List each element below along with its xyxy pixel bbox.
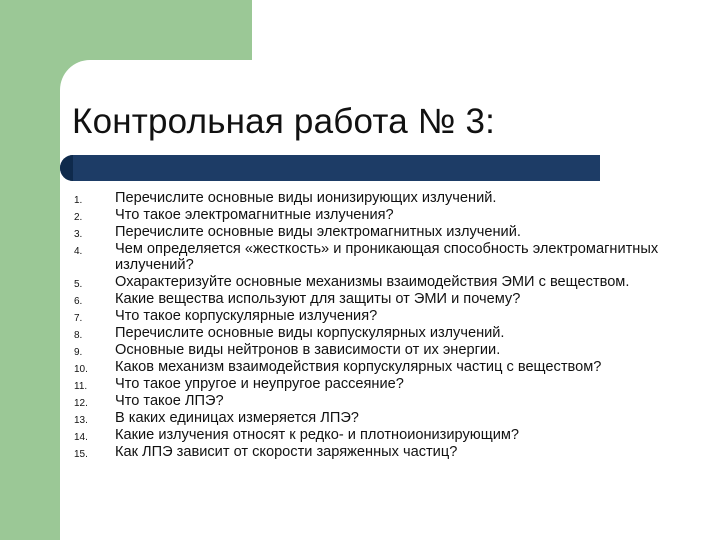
question-text: Какие излучения относят к редко- и плотноионизирующим?: [115, 426, 520, 443]
item-number: 11.: [74, 380, 88, 392]
item-number: 12.: [74, 397, 88, 409]
item-number: 9.: [74, 346, 83, 358]
list-item: [74, 242, 714, 273]
question-text: Что такое упругое и неупругое рассеяние?: [115, 375, 404, 392]
item-number: 2.: [74, 212, 83, 223]
question-text: Перечислите основные виды электромагнитных излучений.: [115, 224, 521, 240]
title-divider-bar: [60, 155, 600, 181]
slide-title: Контрольная работа № 3:: [72, 102, 496, 141]
item-number: 7.: [74, 312, 83, 324]
item-number: 6.: [74, 295, 83, 307]
list-item: [74, 275, 714, 291]
question-text: Каков механизм взаимодействия корпускулярных частиц с веществом?: [115, 358, 602, 375]
list-item: [74, 326, 714, 342]
question-text: Основные виды нейтронов в зависимости от их энергии.: [115, 341, 501, 358]
list-item: [74, 394, 714, 410]
list-item: [74, 191, 714, 207]
list-item: [74, 360, 714, 376]
item-number: 1.: [74, 195, 83, 206]
list-item: [74, 292, 714, 308]
question-text: Какие вещества используют для защиты от ЭМИ и почему?: [115, 290, 521, 307]
item-number: 14.: [74, 431, 88, 443]
list-item: [74, 445, 714, 461]
question-text: Охарактеризуйте основные механизмы взаимодействия ЭМИ с веществом.: [115, 273, 630, 290]
item-number: 3.: [74, 229, 83, 240]
item-number: 15.: [74, 448, 88, 460]
item-number: 5.: [74, 278, 83, 290]
list-item: [74, 428, 714, 444]
question-list: [74, 191, 714, 460]
question-text: Как ЛПЭ зависит от скорости заряженных частиц?: [115, 443, 458, 460]
list-item: [74, 225, 714, 241]
list-item: [74, 411, 714, 427]
question-text: В каких единицах измеряется ЛПЭ?: [115, 409, 359, 426]
question-text: Что такое ЛПЭ?: [115, 392, 224, 409]
item-number: 10.: [74, 363, 88, 375]
list-item: [74, 208, 714, 224]
item-number: 4.: [74, 246, 83, 257]
question-text: Что такое электромагнитные излучения?: [115, 207, 394, 223]
item-number: 8.: [74, 329, 83, 341]
question-text: Перечислите основные виды ионизирующих излучений.: [115, 190, 497, 206]
list-item: [74, 343, 714, 359]
question-text: Перечислите основные виды корпускулярных излучений.: [115, 324, 505, 341]
item-number: 13.: [74, 414, 88, 426]
list-item: [74, 377, 714, 393]
question-text: Что такое корпускулярные излучения?: [115, 307, 378, 324]
question-text: Чем определяется «жесткость» и проникающая способность электромагнитных излучений?: [115, 241, 659, 273]
list-item: [74, 309, 714, 325]
